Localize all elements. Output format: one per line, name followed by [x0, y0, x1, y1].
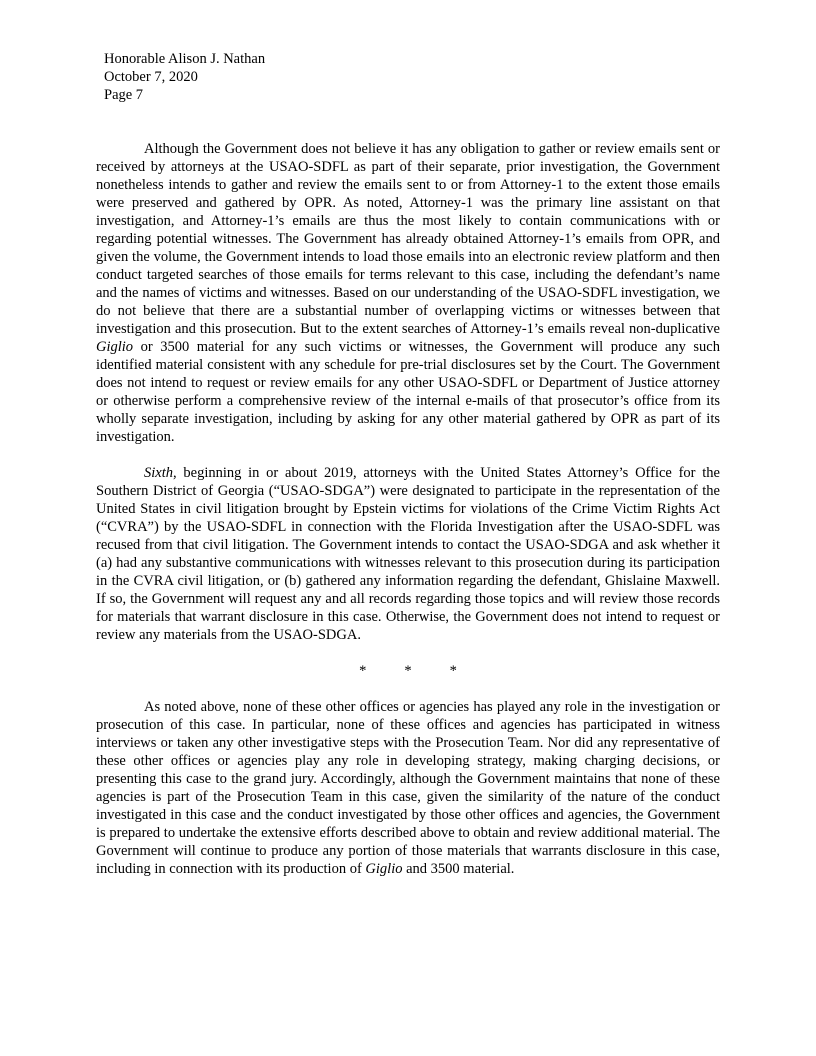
paragraph-text: As noted above, none of these other offices or agencies has played any role in the investigation or prosecution of this case. In particular, none of these offices and agencies has participated in witness interviews or taken any other investigative steps with the Prosecution Team. Nor did any representative of these other offices or agencies play any role in developing strategy, making charging decisions, or presenting this case to the grand jury. Accordingly, although the Government maintains that none of these agencies is part of the Prosecution Team in this case, given the similarity of the nature of the conduct investigated in this case and the conduct investigated by those other offices and agencies, the Government is prepared to undertake the extensive efforts described above to obtain and review additional material. The Government will continue to produce any portion of those materials that warrants disclosure in this case, including in connection with its production of — [96, 699, 720, 877]
italic-term: Giglio — [365, 861, 403, 877]
addressee: Honorable Alison J. Nathan — [104, 51, 266, 67]
separator-star: * — [404, 663, 412, 679]
section-separator — [96, 662, 720, 680]
paragraph-attorney-1-emails — [96, 140, 720, 446]
letter-body — [96, 140, 720, 896]
paragraph-conclusion — [96, 698, 720, 878]
letter-header — [104, 50, 265, 104]
paragraph-text: or 3500 material for any such victims or witnesses, the Government will produce any such identified material consistent with any schedule for pre-trial disclosures set by the Court. The Government does not intend to request or review emails for any other USAO-SDFL or Department of Justice attorney or otherwise perform a comprehensive review of the internal e-mails of that prosecutor’s office from its wholly separate investigation, including by asking for any other material gathered by OPR as part of its investigation. — [96, 339, 720, 445]
italic-lead: Sixth — [144, 465, 173, 481]
letter-date: October 7, 2020 — [104, 69, 198, 85]
separator-star: * — [359, 663, 367, 679]
italic-term: Giglio — [96, 339, 134, 355]
separator-star: * — [449, 663, 457, 679]
paragraph-text: and 3500 material. — [402, 861, 515, 877]
paragraph-text: , beginning in or about 2019, attorneys with the United States Attorney’s Office for the Southern District of Georgia (“USAO-SDGA”) were designated to participate in the representation of the United States in civil litigation brought by Epstein victims for violations of the Crime Victim Rights Act (“CVRA”) by the USAO-SDFL in connection with the Florida Investigation after the USAO-SDFL was recused from that civil litigation. The Government intends to contact the USAO-SDGA and ask whether it (a) had any substantive communications with witnesses relevant to this prosecution during its participation in the CVRA civil litigation, or (b) gathered any information regarding the defendant, Ghislaine Maxwell. If so, the Government will request any and all records regarding those topics and will review those records for materials that warrant disclosure in this case. Otherwise, the Government does not intend to request or review any materials from the USAO-SDGA. — [96, 465, 720, 643]
paragraph-text: Although the Government does not believe it has any obligation to gather or review emails sent or received by attorneys at the USAO-SDFL as part of their separate, prior investigation, the Government nonetheless intends to gather and review the emails sent to or from Attorney-1 to the extent those emails were preserved and gathered by OPR. As noted, Attorney-1 was the primary line assistant on that investigation, and Attorney-1’s emails are thus the most likely to contain communications with or regarding potential witnesses. The Government has already obtained Attorney-1’s emails from OPR, and given the volume, the Government intends to load those emails into an electronic review platform and then conduct targeted searches of those emails for terms relevant to this case, including the defendant’s name and the names of victims and witnesses. Based on our understanding of the USAO-SDFL investigation, we do not believe that there are a substantial number of overlapping victims or witnesses between that investigation and this prosecution. But to the extent searches of Attorney-1’s emails reveal non-duplicative — [96, 141, 720, 337]
page-number: Page 7 — [104, 87, 144, 103]
paragraph-sixth — [96, 464, 720, 644]
